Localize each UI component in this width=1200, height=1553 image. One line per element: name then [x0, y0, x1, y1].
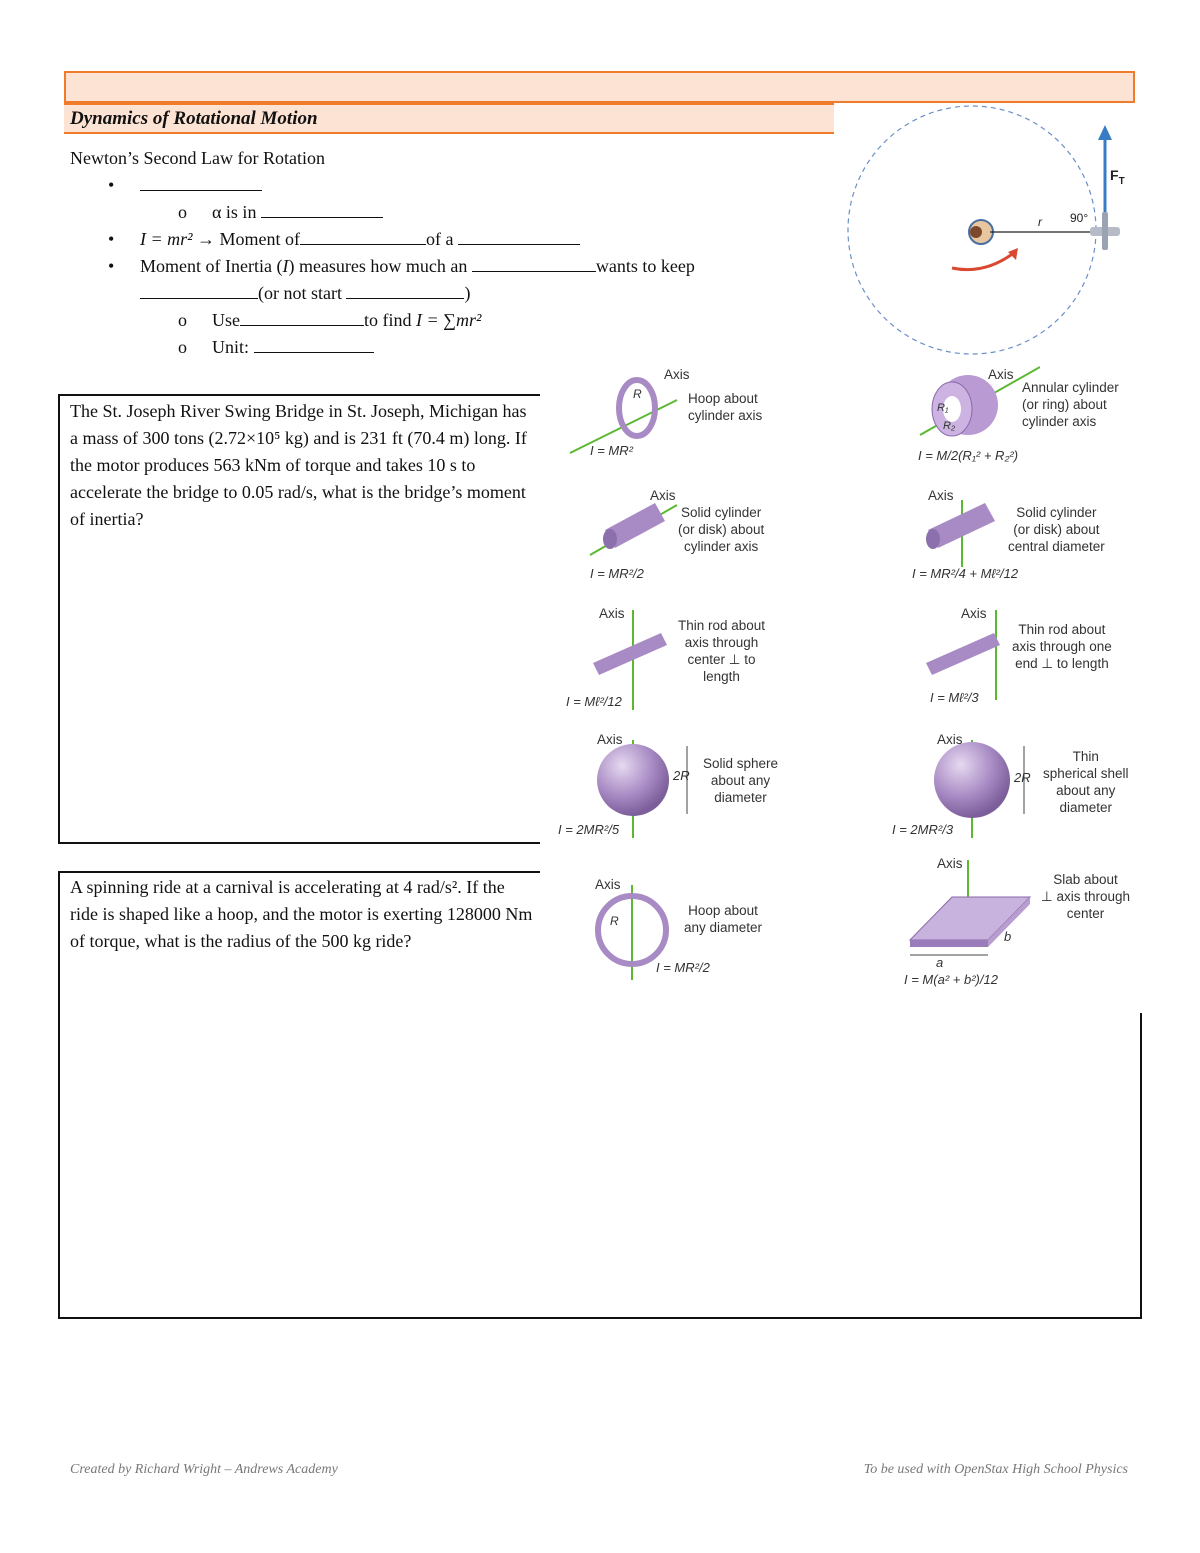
shell-shape	[934, 742, 1010, 818]
annular-label: Annular cylinder (or ring) about cylinder axis	[1022, 380, 1119, 429]
continuation-line	[70, 280, 790, 307]
bullet-marker: •	[108, 175, 115, 195]
bullet-marker: •	[108, 256, 115, 276]
solid-sphere-label: Solid sphere about any diameter	[703, 756, 779, 805]
rod-end-formula: I = Mℓ²/3	[930, 690, 979, 705]
alpha-label: α is in	[212, 202, 257, 222]
bullet-1	[70, 172, 790, 199]
hoop-cyl-label: Hoop about cylinder axis	[688, 391, 763, 423]
axis-label: Axis	[937, 856, 963, 871]
sub-bullet-alpha	[70, 199, 790, 226]
radius-label: R	[633, 387, 642, 401]
slab-figure	[900, 855, 1040, 970]
angle-label: 90°	[1070, 211, 1089, 225]
slab-front	[910, 940, 988, 947]
fill-blank[interactable]	[140, 281, 258, 299]
footer-credit: Created by Richard Wright – Andrews Academy	[70, 1462, 338, 1477]
use-text: Use	[212, 310, 240, 330]
rod-center-formula: I = Mℓ²/12	[566, 694, 622, 709]
notes-heading: Newton’s Second Law for Rotation	[70, 148, 325, 168]
solid-cylinder-diameter-figure	[920, 495, 1010, 570]
continuation-text-2: )	[464, 283, 471, 303]
radius-label: R	[610, 914, 619, 928]
moment-formula: I = mr²	[140, 229, 193, 249]
annular-cylinder-figure	[910, 365, 1040, 445]
fill-blank[interactable]	[240, 308, 364, 326]
fill-blank[interactable]	[261, 200, 383, 218]
b-label: b	[1004, 929, 1012, 944]
moment-text-2: of a	[426, 229, 454, 249]
solid-cylinder-axis-figure	[585, 495, 685, 565]
axis-label: Axis	[595, 877, 621, 892]
diameter-label: 2R	[1014, 770, 1031, 785]
sub-marker: o	[178, 202, 187, 222]
inertia-text-2: ) measures how much an	[288, 256, 468, 276]
fill-blank[interactable]	[300, 227, 426, 245]
person-head-icon	[970, 226, 982, 238]
annular-formula: I = M/2(R₁² + R₂²)	[918, 448, 1019, 463]
inertia-text-1: Moment of Inertia (	[140, 256, 283, 276]
header-bar	[64, 71, 1135, 103]
bullet-2	[70, 226, 790, 253]
fill-blank[interactable]	[346, 281, 464, 299]
axis-label: Axis	[937, 732, 963, 747]
torque-diagram	[840, 100, 1140, 360]
hoop-diam-formula: I = MR²/2	[656, 960, 710, 975]
sphere-shape	[597, 744, 669, 816]
fill-blank[interactable]	[254, 335, 374, 353]
cylinder-end	[603, 529, 617, 549]
notes-heading-line	[70, 145, 790, 172]
a-label: a	[936, 955, 944, 970]
unit-text: Unit:	[212, 337, 250, 357]
axis-label: Axis	[664, 367, 690, 382]
force-label: $F_T$	[1110, 167, 1125, 187]
problem-1-text: The St. Joseph River Swing Bridge in St. Joseph, Michigan has a mass of 300 tons (2.72×10⁵ kg) and is 231 ft (70.4 m) long. If the motor produces 563 kNm of torque and takes 10 s to accelerate the bridge to 0.05 rad/s, what is the bridge’s moment of inertia?	[70, 401, 527, 529]
sum-formula: I = ∑mr²	[416, 310, 482, 330]
moment-text-1: Moment of	[219, 229, 301, 249]
cylinder-end	[926, 529, 940, 549]
section-title-bar	[64, 103, 834, 134]
fill-blank[interactable]	[140, 173, 262, 191]
solid-cyl-label: Solid cylinder (or disk) about cylinder axis	[678, 505, 765, 554]
fill-blank[interactable]	[458, 227, 580, 245]
shell-formula: I = 2MR²/3	[892, 822, 954, 837]
bullet-marker: •	[108, 229, 115, 249]
rotation-arrow	[952, 252, 1015, 270]
hoop-diam-label: Hoop about any diameter	[684, 903, 763, 935]
continuation-text-1: (or not start	[258, 283, 342, 303]
solid-sphere-formula: I = 2MR²/5	[558, 822, 620, 837]
diameter-label: 2R	[673, 768, 690, 783]
rod-center-label: Thin rod about axis through center ⊥ to length	[678, 618, 766, 684]
bullet-3	[70, 253, 790, 280]
footer-source: To be used with OpenStax High School Physics	[863, 1462, 1128, 1477]
fill-blank[interactable]	[472, 254, 596, 272]
airplane-wing-icon	[1102, 212, 1108, 250]
sub-bullet-unit	[70, 334, 790, 361]
notes-section	[70, 145, 790, 361]
axis-label: Axis	[961, 606, 987, 621]
solid-cyl-formula: I = MR²/2	[590, 566, 644, 581]
inertia-text-3: wants to keep	[595, 256, 695, 276]
rotation-arrow-head	[1008, 248, 1018, 260]
shell-label: Thin spherical shell about any diameter	[1043, 749, 1129, 815]
find-text: to find	[364, 310, 412, 330]
rod-shape	[926, 633, 1000, 675]
sub-marker: o	[178, 337, 187, 357]
solid-cyl-diam-label: Solid cylinder (or disk) about central diameter	[1008, 505, 1105, 554]
slab-formula: I = M(a² + b²)/12	[904, 972, 998, 987]
rod-shape	[593, 633, 667, 675]
r1-label: R₁	[937, 402, 949, 414]
arrow: →	[197, 229, 216, 249]
slab-label: Slab about ⊥ axis through center	[1041, 872, 1131, 921]
axis-label: Axis	[988, 367, 1014, 382]
inertia-var: I	[282, 256, 289, 276]
section-title: Dynamics of Rotational Motion	[70, 108, 318, 129]
sub-marker: o	[178, 310, 187, 330]
axis-label: Axis	[928, 488, 954, 503]
axis-label: Axis	[650, 488, 676, 503]
r2-label: R₂	[943, 420, 956, 432]
hoop-cyl-formula: I = MR²	[590, 443, 633, 458]
solid-cyl-diam-formula: I = MR²/4 + Mℓ²/12	[912, 566, 1019, 581]
axis-label: Axis	[597, 732, 623, 747]
sub-bullet-use	[70, 307, 790, 334]
force-arrow-head	[1098, 125, 1112, 140]
problem-2-text: A spinning ride at a carnival is accelerating at 4 rad/s². If the ride is shaped like a hoop, and the motor is exerting 128000 Nm of torque, what is the radius of the 500 kg ride?	[70, 877, 533, 951]
radius-label: r	[1038, 215, 1042, 229]
rod-end-label: Thin rod about axis through one end ⊥ to length	[1012, 622, 1112, 671]
axis-label: Axis	[599, 606, 625, 621]
